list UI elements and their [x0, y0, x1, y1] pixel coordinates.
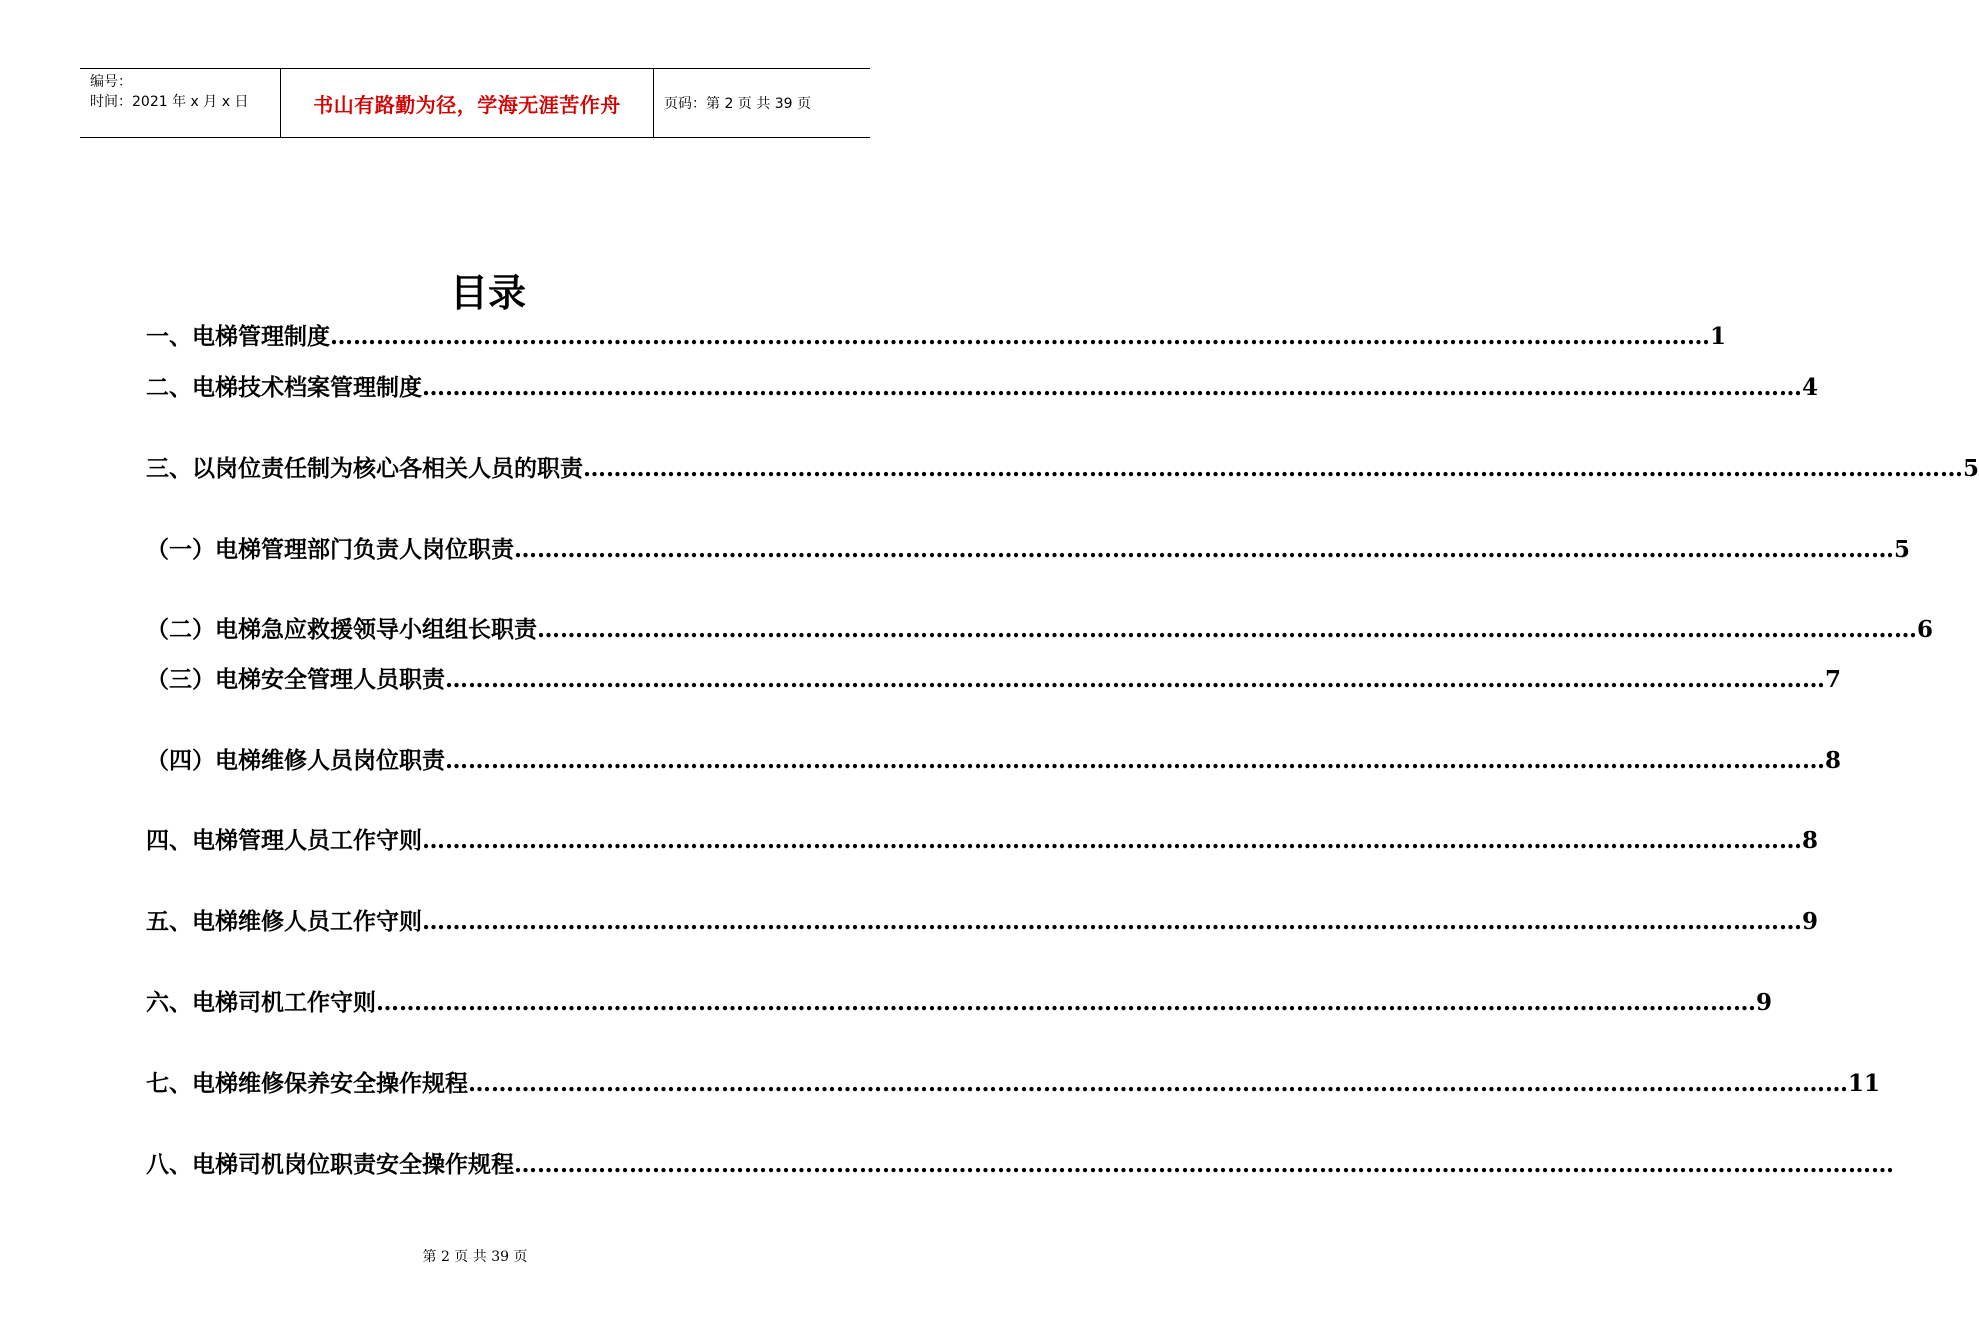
toc-item-page: 5 — [1963, 455, 1979, 482]
toc-item-page: 6 — [1917, 616, 1934, 643]
toc-item[interactable] — [146, 822, 1819, 855]
toc-item-label: 六、电梯司机工作守则 — [146, 989, 376, 1016]
toc-leader-dots: ……………………………………………………………………………………………………………………………………………………………… — [514, 1151, 1894, 1178]
toc-item[interactable] — [146, 450, 1979, 483]
page-footer: 第 2 页 共 39 页 — [422, 1249, 528, 1265]
header-page-cell — [654, 69, 870, 137]
toc-item[interactable] — [146, 611, 1934, 644]
toc-item[interactable] — [146, 661, 1842, 694]
header-meta-cell — [80, 69, 281, 137]
toc-item-page: 5 — [1894, 536, 1911, 563]
toc-item-label: 四、电梯管理人员工作守则 — [146, 827, 422, 854]
toc-item-label: 五、电梯维修人员工作守则 — [146, 908, 422, 935]
toc-leader-dots: ……………………………………………………………………………………………………………………………………………………………… — [376, 989, 1756, 1016]
toc-item-page: 8 — [1825, 747, 1842, 774]
toc-leader-dots: ……………………………………………………………………………………………………………………………………………………………… — [422, 827, 1802, 854]
toc-item[interactable] — [146, 742, 1842, 775]
toc-item[interactable] — [146, 903, 1819, 936]
page-title: 目录 — [449, 270, 526, 315]
toc-item[interactable] — [146, 318, 1727, 351]
toc-leader-dots: ……………………………………………………………………………………………………………………………………………………………… — [468, 1070, 1848, 1097]
toc-leader-dots: ……………………………………………………………………………………………………………………………………………………………… — [445, 747, 1825, 774]
toc-item-label: 七、电梯维修保养安全操作规程 — [146, 1070, 468, 1097]
toc-item-label: 八、电梯司机岗位职责安全操作规程 — [146, 1151, 514, 1178]
toc-leader-dots: ……………………………………………………………………………………………………………………………………………………………… — [422, 374, 1802, 401]
toc-item[interactable] — [146, 531, 1911, 564]
toc-leader-dots: ……………………………………………………………………………………………………………………………………………………………… — [537, 616, 1917, 643]
toc-item-label: （四）电梯维修人员岗位职责 — [146, 747, 445, 774]
page-header — [80, 68, 870, 138]
toc-item-label: 三、以岗位责任制为核心各相关人员的职责 — [146, 455, 583, 482]
toc-item[interactable] — [146, 1065, 1881, 1098]
toc-item[interactable] — [146, 1146, 1894, 1179]
toc-leader-dots: ……………………………………………………………………………………………………………………………………………………………… — [583, 455, 1963, 482]
toc-item[interactable] — [146, 984, 1773, 1017]
toc-item[interactable] — [146, 369, 1819, 402]
toc-item-page: 11 — [1848, 1070, 1881, 1097]
toc-leader-dots: ……………………………………………………………………………………………………………………………………………………………… — [422, 908, 1802, 935]
toc-leader-dots: ……………………………………………………………………………………………………………………………………………………………… — [330, 323, 1710, 350]
toc-item-label: （三）电梯安全管理人员职责 — [146, 666, 445, 693]
number-label: 编号： — [90, 74, 132, 90]
toc-item-page: 8 — [1802, 827, 1819, 854]
toc-item-page: 9 — [1756, 989, 1773, 1016]
toc-leader-dots: ……………………………………………………………………………………………………………………………………………………………… — [445, 666, 1825, 693]
toc-item-label: 一、电梯管理制度 — [146, 323, 330, 350]
date-label: 时间：2021 年 x 月 x 日 — [90, 94, 249, 110]
toc-item-label: （二）电梯急应救援领导小组组长职责 — [146, 616, 537, 643]
toc-item-page: 1 — [1710, 323, 1727, 350]
toc-leader-dots: ……………………………………………………………………………………………………………………………………………………………… — [514, 536, 1894, 563]
header-motto-cell — [281, 69, 654, 137]
page-info: 页码：第 2 页 共 39 页 — [664, 96, 811, 112]
toc-item-label: 二、电梯技术档案管理制度 — [146, 374, 422, 401]
toc-item-page: 9 — [1802, 908, 1819, 935]
toc-item-page: 4 — [1802, 374, 1819, 401]
toc-item-page: 7 — [1825, 666, 1842, 693]
toc-item-label: （一）电梯管理部门负责人岗位职责 — [146, 536, 514, 563]
motto-text: 书山有路勤为径，学海无涯苦作舟 — [313, 92, 621, 117]
